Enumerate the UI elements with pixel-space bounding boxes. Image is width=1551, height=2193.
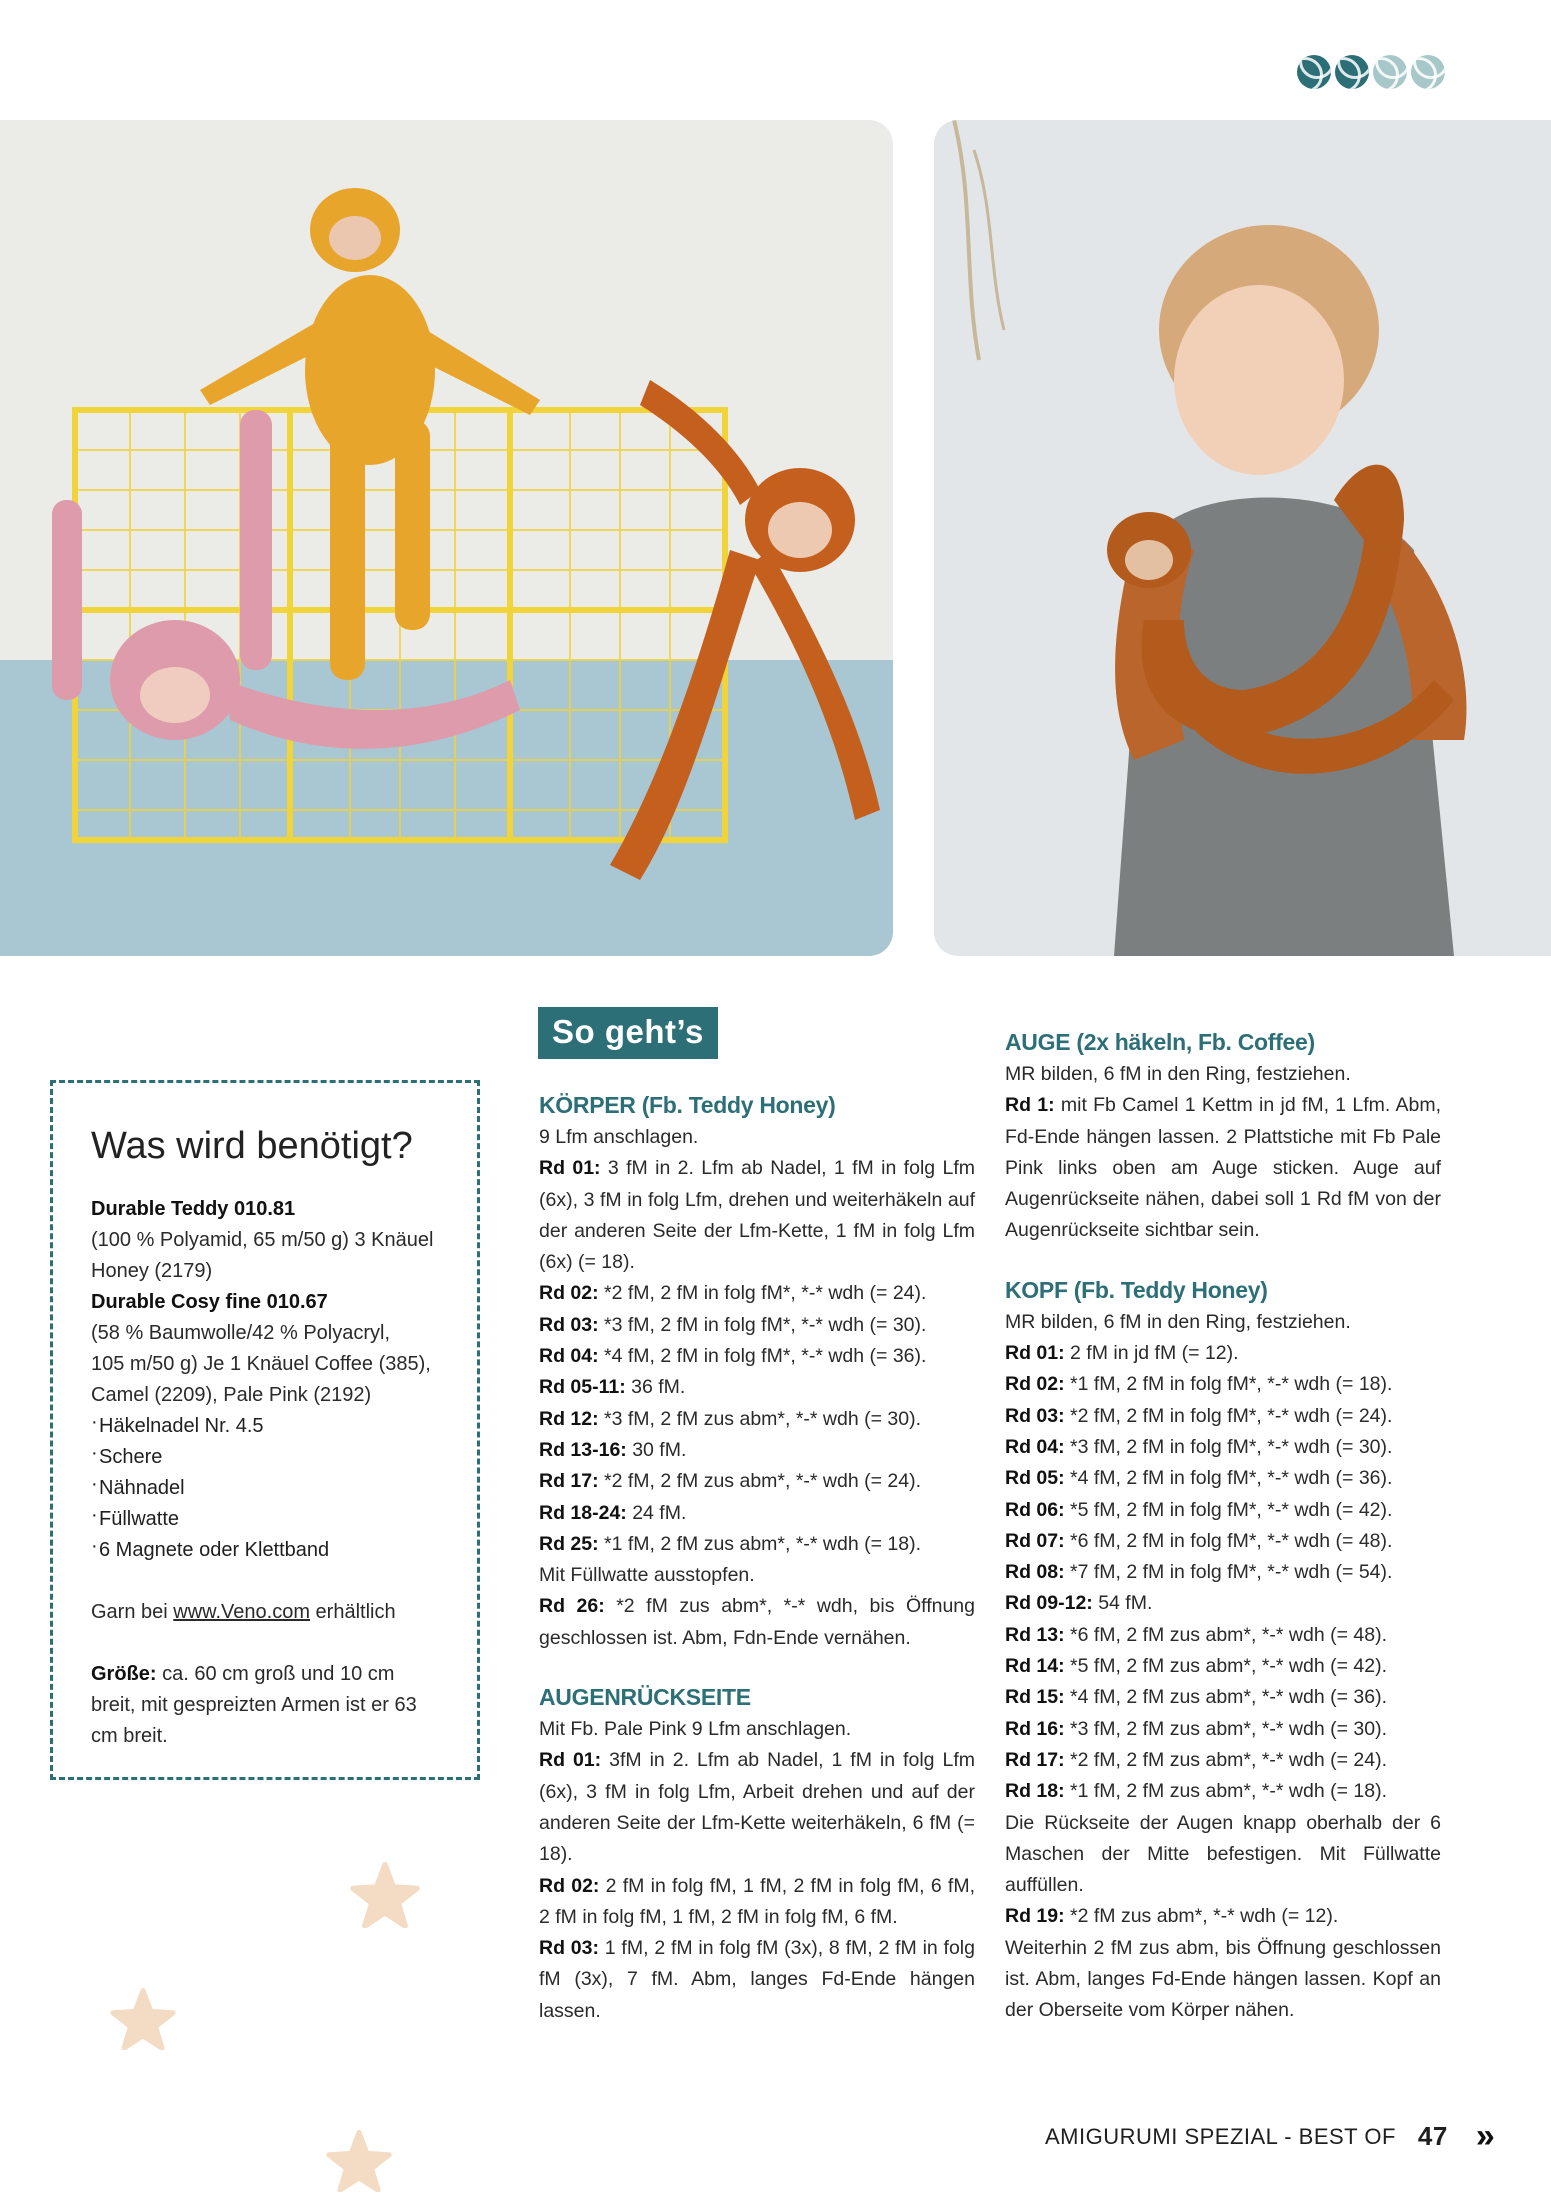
round-text: Weiterhin 2 fM zus abm, bis Öffnung geschlossen ist. Abm, langes Fd-Ende hängen lassen. Kopf an der Oberseite vom Körper nähen. [1005, 1936, 1441, 2022]
round-label: Rd 01: [539, 1749, 602, 1772]
yarn2-desc: Camel (2209), Pale Pink (2192) [91, 1384, 372, 1406]
round-text: *2 fM zus abm*, *-* wdh, bis Öffnung geschlossen ist. Abm, Fdn-Ende vernähen. [539, 1595, 975, 1649]
yarn2-desc: 105 m/50 g) Je 1 Knäuel Coffee (385), [91, 1353, 431, 1375]
round-text: 2 fM in jd fM (= 12). [1064, 1342, 1239, 1365]
yarn-ball-icon [1335, 55, 1369, 89]
round-text: *4 fM, 2 fM in folg fM*, *-* wdh (= 36). [1064, 1467, 1393, 1490]
round-label: Rd 05: [1005, 1467, 1065, 1490]
round-label: Rd 02: [1005, 1373, 1065, 1396]
instruction-row [1005, 1776, 1441, 1807]
round-label: Rd 19: [1005, 1905, 1065, 1928]
photo-child-with-monkey [934, 120, 1551, 956]
round-label: Rd 15: [1005, 1686, 1065, 1709]
instruction-row [1005, 1901, 1441, 1932]
instruction-row [1005, 1557, 1441, 1588]
round-label: Rd 26: [539, 1595, 605, 1618]
round-text: 3fM in 2. Lfm ab Nadel, 1 fM in folg Lfm (6x), 3 fM in folg Lfm, Arbeit drehen und auf der anderen Seite der Lfm-Kette weiterhäkeln, 6 fM (= 18). [539, 1749, 975, 1866]
instruction-row [539, 1341, 975, 1372]
instruction-row [1005, 1432, 1441, 1463]
instruction-row [1005, 1682, 1441, 1713]
round-label: Rd 04: [539, 1345, 599, 1368]
materials-title: Was wird benötigt? [91, 1125, 413, 1167]
round-text: 54 fM. [1092, 1592, 1153, 1615]
round-label: Rd 1: [1005, 1094, 1055, 1117]
yarn-ball-icon [1297, 55, 1331, 89]
tool-item: · Füllwatte [91, 1504, 437, 1535]
star-icon [350, 1862, 420, 1928]
round-label: Rd 08: [1005, 1561, 1065, 1584]
round-text: 36 fM. [625, 1376, 686, 1399]
round-text: *1 fM, 2 fM zus abm*, *-* wdh (= 18). [1064, 1780, 1388, 1803]
round-text: 3 fM in 2. Lfm ab Nadel, 1 fM in folg Lfm (6x), 3 fM in folg Lfm, drehen und weiterhäkeln auf der anderen Seite der Lfm-Kette, 1 fM in folg Lfm (6x) (= 18). [539, 1157, 975, 1274]
section-intro: Mit Fb. Pale Pink 9 Lfm anschlagen. [539, 1718, 852, 1741]
round-label: Rd 07: [1005, 1529, 1065, 1552]
monkeys-illustration [0, 120, 893, 956]
instruction-row [539, 1560, 975, 1591]
section-intro: MR bilden, 6 fM in den Ring, festziehen. [1005, 1063, 1351, 1085]
tool-item: · Nähnadel [91, 1473, 437, 1504]
tools-list [91, 1411, 437, 1566]
section-intro: 9 Lfm anschlagen. [539, 1126, 699, 1148]
instruction-row [539, 1466, 975, 1497]
size-info: breit, mit gespreizten Armen ist er 63 [91, 1694, 417, 1716]
round-label: Rd 03: [1005, 1404, 1065, 1427]
round-label: Rd 02: [539, 1874, 600, 1897]
instruction-row [1005, 1808, 1441, 1902]
instruction-row [539, 1310, 975, 1341]
round-text: *3 fM, 2 fM in folg fM*, *-* wdh (= 30). [598, 1313, 927, 1336]
round-label: Rd 01: [539, 1157, 601, 1180]
round-text: 2 fM in folg fM, 1 fM, 2 fM in folg fM, 6 fM, 2 fM in folg fM, 1 fM, 2 fM in folg fM, 6 fM. [539, 1874, 975, 1928]
photo-monkeys-on-shelf [0, 120, 893, 956]
yarn1-name: Durable Teddy 010.81 [91, 1198, 296, 1220]
koerper-rows [539, 1153, 975, 1654]
round-text: mit Fb Camel 1 Kettm in jd fM, 1 Lfm. Abm, Fd-Ende hängen lassen. 2 Plattstiche mit Fb Pale Pink links oben am Auge sticken. Auge auf Augenrückseite nähen, dabei soll 1 Rd fM von der Augenrückseite sichtbar sein. [1005, 1094, 1442, 1242]
instruction-row [539, 1153, 975, 1278]
section-intro: MR bilden, 6 fM in den Ring, festziehen. [1005, 1310, 1351, 1333]
round-label: Rd 03: [539, 1937, 599, 1960]
round-label: Rd 14: [1005, 1655, 1065, 1678]
round-text: *7 fM, 2 fM in folg fM*, *-* wdh (= 54). [1064, 1561, 1393, 1584]
round-text: *5 fM, 2 fM zus abm*, *-* wdh (= 42). [1064, 1655, 1388, 1678]
round-text: Die Rückseite der Augen knapp oberhalb der 6 Maschen der Mitte befestigen. Mit Füllwatte auffüllen. [1005, 1811, 1441, 1897]
yarn1-desc: Honey (2179) [91, 1260, 213, 1282]
instruction-row [1005, 1745, 1441, 1776]
section-title-koerper: KÖRPER (Fb. Teddy Honey) [539, 1092, 836, 1118]
size-info: Größe: ca. 60 cm groß und 10 cm [91, 1663, 395, 1685]
tool-item: · 6 Magnete oder Klettband [91, 1535, 437, 1566]
star-icon [326, 2130, 392, 2192]
round-label: Rd 25: [539, 1532, 599, 1555]
round-text: 1 fM, 2 fM in folg fM (3x), 8 fM, 2 fM in folg fM (3x), 7 fM. Abm, langes Fd-Ende hängen lassen. [539, 1937, 975, 2022]
round-text: *1 fM, 2 fM zus abm*, *-* wdh (= 18). [598, 1532, 922, 1555]
round-label: Rd 02: [539, 1282, 599, 1305]
page-footer [1045, 2117, 1495, 2156]
round-label: Rd 12: [539, 1407, 599, 1430]
instruction-row [539, 1278, 975, 1309]
instruction-row [1005, 1714, 1441, 1745]
instruction-row [1005, 1495, 1441, 1526]
size-info: cm breit. [91, 1725, 168, 1747]
page-number: 47 [1417, 2121, 1448, 2151]
instructions-heading: So geht’s [538, 1007, 718, 1059]
round-label: Rd 03: [539, 1313, 599, 1336]
round-label: Rd 13: [1005, 1623, 1065, 1646]
instruction-row [1005, 1090, 1441, 1246]
instruction-row [1005, 1588, 1441, 1619]
yarn2-name: Durable Cosy fine 010.67 [91, 1291, 328, 1313]
instruction-row [539, 1591, 975, 1654]
round-label: Rd 17: [539, 1470, 599, 1493]
round-label: Rd 18-24: [539, 1501, 627, 1524]
section-title-kopf: KOPF (Fb. Teddy Honey) [1005, 1276, 1268, 1303]
instruction-row [539, 1372, 975, 1403]
star-icon [110, 1988, 176, 2050]
yarn-ball-icon [1373, 55, 1407, 89]
instructions-column-1 [539, 1088, 975, 2027]
materials-box [50, 1080, 480, 1780]
instruction-row [1005, 1338, 1441, 1369]
auge-rows [1005, 1090, 1441, 1246]
round-label: Rd 04: [1005, 1435, 1065, 1458]
round-label: Rd 16: [1005, 1717, 1065, 1740]
shop-link[interactable]: www.Veno.com [173, 1601, 310, 1623]
round-text: *3 fM, 2 fM zus abm*, *-* wdh (= 30). [598, 1407, 922, 1430]
round-label: Rd 01: [1005, 1342, 1065, 1365]
round-text: *5 fM, 2 fM in folg fM*, *-* wdh (= 42). [1064, 1498, 1393, 1521]
round-text: *2 fM zus abm*, *-* wdh (= 12). [1064, 1905, 1339, 1928]
yarn2-desc: (58 % Baumwolle/42 % Polyacryl, [91, 1322, 391, 1344]
instructions-column-2 [1005, 1025, 1441, 2027]
instruction-row [1005, 1651, 1441, 1682]
round-label: Rd 17: [1005, 1748, 1065, 1771]
round-label: Rd 06: [1005, 1498, 1065, 1521]
round-text: 30 fM. [626, 1438, 687, 1461]
round-label: Rd 09-12: [1005, 1592, 1093, 1615]
shop-note: Garn bei www.Veno.com erhältlich [91, 1601, 396, 1623]
round-text: *4 fM, 2 fM zus abm*, *-* wdh (= 36). [1064, 1686, 1388, 1709]
tool-item: · Häkelnadel Nr. 4.5 [91, 1411, 437, 1442]
round-text: *2 fM, 2 fM zus abm*, *-* wdh (= 24). [598, 1470, 922, 1493]
yarn-ball-icon [1411, 55, 1445, 89]
round-text: *1 fM, 2 fM in folg fM*, *-* wdh (= 18). [1064, 1373, 1393, 1396]
yarn1-desc: (100 % Polyamid, 65 m/50 g) 3 Knäuel [91, 1229, 434, 1251]
instruction-row [1005, 1526, 1441, 1557]
instruction-row [539, 1498, 975, 1529]
instruction-row [539, 1745, 975, 1870]
round-label: Rd 18: [1005, 1780, 1065, 1803]
tool-item: · Schere [91, 1442, 437, 1473]
round-text: *4 fM, 2 fM in folg fM*, *-* wdh (= 36). [598, 1345, 927, 1368]
instruction-row [1005, 1933, 1441, 2027]
kopf-rows [1005, 1338, 1441, 2027]
next-page-icon[interactable]: » [1475, 2117, 1496, 2155]
section-title-augenrueckseite: AUGENRÜCKSEITE [539, 1684, 751, 1711]
round-text: 24 fM. [626, 1501, 687, 1524]
augenrueckseite-rows [539, 1745, 975, 2027]
round-text: *6 fM, 2 fM zus abm*, *-* wdh (= 48). [1064, 1623, 1388, 1646]
section-title-auge: AUGE (2x häkeln, Fb. Coffee) [1005, 1029, 1315, 1055]
instruction-row [1005, 1401, 1441, 1432]
instruction-row [539, 1529, 975, 1560]
instruction-row [1005, 1369, 1441, 1400]
child-illustration [934, 120, 1551, 956]
instruction-row [539, 1871, 975, 1934]
instruction-row [539, 1435, 975, 1466]
round-text: *3 fM, 2 fM in folg fM*, *-* wdh (= 30). [1064, 1435, 1393, 1458]
magazine-name: AMIGURUMI SPEZIAL - BEST OF [1045, 2123, 1396, 2149]
instruction-row [539, 1933, 975, 2027]
round-label: Rd 05-11: [539, 1376, 626, 1399]
round-text: *2 fM, 2 fM zus abm*, *-* wdh (= 24). [1064, 1748, 1388, 1771]
round-label: Rd 13-16: [539, 1438, 627, 1461]
instruction-row [1005, 1620, 1441, 1651]
difficulty-rating [1297, 55, 1445, 89]
round-text: *2 fM, 2 fM in folg fM*, *-* wdh (= 24). [598, 1282, 927, 1305]
round-text: *2 fM, 2 fM in folg fM*, *-* wdh (= 24). [1064, 1404, 1393, 1427]
instruction-row [1005, 1463, 1441, 1494]
instruction-row [539, 1404, 975, 1435]
round-text: *6 fM, 2 fM in folg fM*, *-* wdh (= 48). [1064, 1529, 1393, 1552]
round-text: Mit Füllwatte ausstopfen. [539, 1564, 755, 1587]
round-text: *3 fM, 2 fM zus abm*, *-* wdh (= 30). [1064, 1717, 1388, 1740]
